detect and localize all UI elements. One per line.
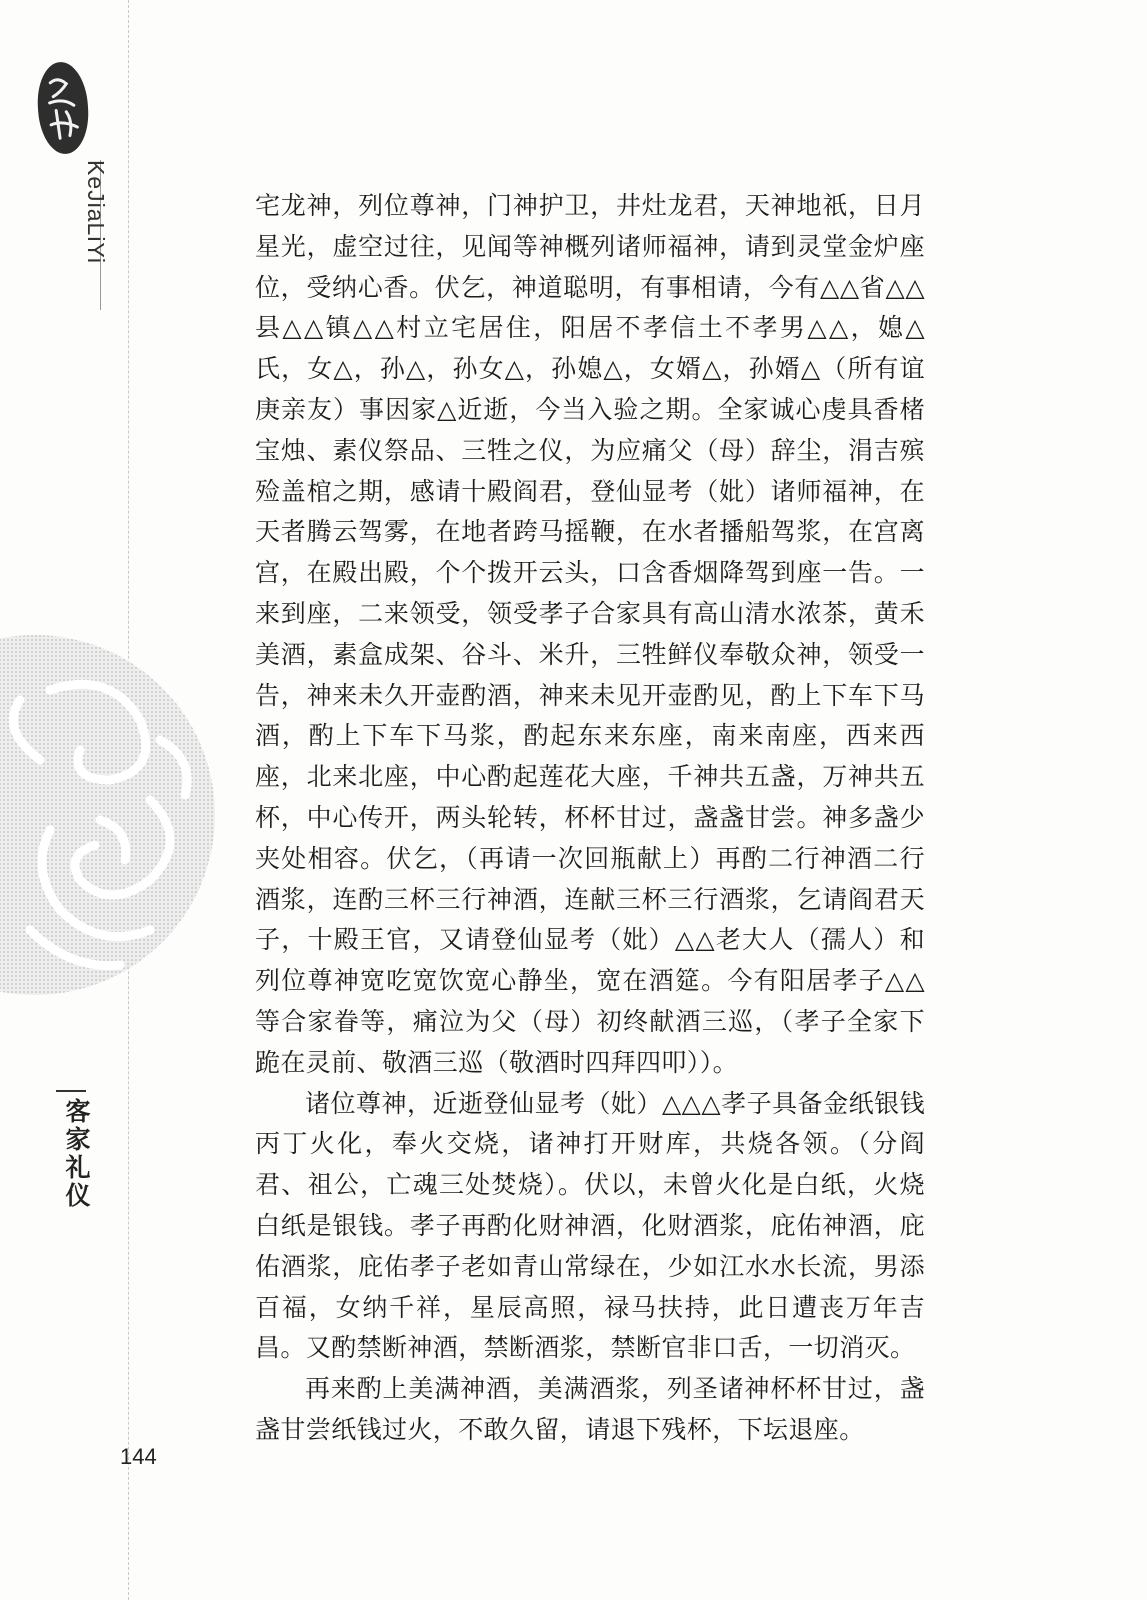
seal-emblem <box>35 60 91 155</box>
series-title-latin: KeJiaLiYi <box>83 160 109 265</box>
paragraph: 诸位尊神，近逝登仙显考（妣）△△△孝子具备金纸银钱丙丁火化，奉火交烧，诸神打开财库，共烧各领。（分阎君、祖公，亡魂三处焚烧）。伏以，未曾火化是白纸，火烧白纸是银钱。孝子再酌化财神酒，化财酒浆，庇佑神酒，庇佑酒浆，庇佑孝子老如青山常绿在，少如江水水长流，男添百福，女纳千祥，星辰高照，禄马扶持，此日遭丧万年吉昌。又酌禁断神酒，禁断酒浆，禁断官非口舌，一切消灭。 <box>255 1088 925 1363</box>
cloud-pattern-ornament <box>0 630 220 1000</box>
section-title-rule <box>56 1090 86 1092</box>
seal-glyph-icon <box>35 60 91 155</box>
section-title: 客家礼仪 <box>62 1098 91 1210</box>
body-text <box>255 186 925 1451</box>
paragraph: 再来酌上美满神酒，美满酒浆，列圣诸神杯杯甘过，盏盏甘尝纸钱过火，不敢久留，请退下残杯，下坛退座。 <box>255 1374 925 1444</box>
paragraph: 宅龙神，列位尊神，门神护卫，井灶龙君，天神地祇，日月星光，虚空过往，见闻等神概列诸师福神，请到灵堂金炉座位，受纳心香。伏乞，神道聪明，有事相请，今有△△省△△县△△镇△△村立宅居住，阳居不孝信土不孝男△△，媳△氏，女△，孙△，孙女△，孙媳△，女婿△，孙婿△（所有谊庚亲友）事因家△近逝，今当入验之期。全家诚心虔具香楮宝烛、素仪祭品、三牲之仪，为应痛父（母）辞尘，涓吉殡殓盖棺之期，感请十殿阎君，登仙显考（妣）诸师福神，在天者腾云驾雾，在地者跨马摇鞭，在水者播船驾浆，在宫离宫，在殿出殿，个个拨开云头，口含香烟降驾到座一告。一来到座，二来领受，领受孝子合家具有高山清水浓茶，黄禾美酒，素盒成架、谷斗、米升，三牲鲜仪奉敬众神，领受一告，神来未久开壶酌酒，神来未见开壶酌见，酌上下车下马酒，酌上下车下马浆，酌起东来东座，南来南座，西来西座，北来北座，中心酌起莲花大座，千神共五盏，万神共五杯，中心传开，两头轮转，杯杯甘过，盏盏甘尝。神多盏少夹处相容。伏乞，（再请一次回瓶献上）再酌二行神酒二行酒浆，连酌三杯三行神酒，连献三杯三行酒浆，乞请阎君天子，十殿王官，又请登仙显考（妣）△△老大人（孺人）和列位尊神宽吃宽饮宽心静坐，宽在酒筵。今有阳居孝子△△等合家眷等，痛泣为父（母）初终献酒三巡，（孝子全家下跪在灵前、敬酒三巡（敬酒时四拜四叩））。 <box>255 191 925 1077</box>
page-number: 144 <box>120 1444 157 1469</box>
